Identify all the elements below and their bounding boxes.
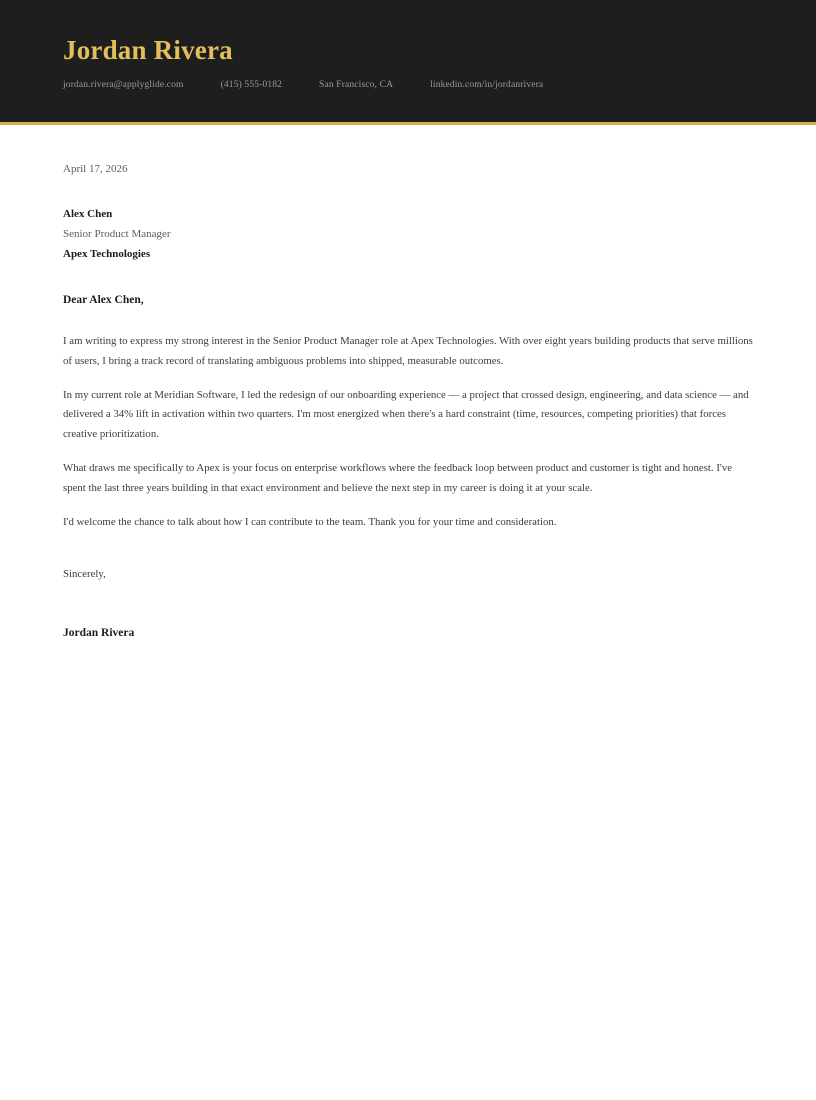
recipient-company: Apex Technologies (63, 248, 151, 261)
closing-phrase: Sincerely, (63, 568, 106, 581)
recipient-block (63, 208, 755, 262)
contact-linkedin: linkedin.com/in/jordanrivera (430, 80, 544, 91)
letter-header (0, 0, 816, 125)
contact-location: San Francisco, CA (319, 80, 394, 91)
letter-body (0, 125, 816, 641)
letter-paragraph-2: In my current role at Meridian Software, I led the redesign of our onboarding experience — a project that crossed design, engineering, and data science — and delivered a 34% lift in activation within two quarters. I'm most energized when there's a hard constraint (time, resources, competing priorities) that forces creative prioritization. (63, 388, 749, 441)
recipient-name: Alex Chen (63, 208, 113, 220)
letter-paragraph-1: I am writing to express my strong interest in the Senior Product Manager role at Apex Technologies. With over eight years building products that serve millions of users, I bring a track record of translating ambiguous problems into shipped, measurable outcomes. (63, 334, 753, 367)
signature-name: Jordan Rivera (63, 626, 135, 639)
letter-paragraph-3: What draws me specifically to Apex is your focus on enterprise workflows where the feedback loop between product and customer is tight and honest. I've spent the last three years building in that exact environment and believe the next step in my career is doing it at your scale. (63, 462, 733, 495)
letter-paragraph-4: I'd welcome the chance to talk about how I can contribute to the team. Thank you for your time and consideration. (63, 516, 557, 529)
contact-phone: (415) 555-0182 (220, 80, 283, 91)
salutation: Dear Alex Chen, (63, 293, 144, 306)
sender-name: Jordan Rivera (63, 35, 233, 65)
contact-email: jordan.rivera@applyglide.com (63, 80, 184, 91)
letter-date: April 17, 2026 (63, 163, 128, 175)
recipient-title: Senior Product Manager (63, 228, 171, 241)
contact-line (63, 80, 816, 90)
